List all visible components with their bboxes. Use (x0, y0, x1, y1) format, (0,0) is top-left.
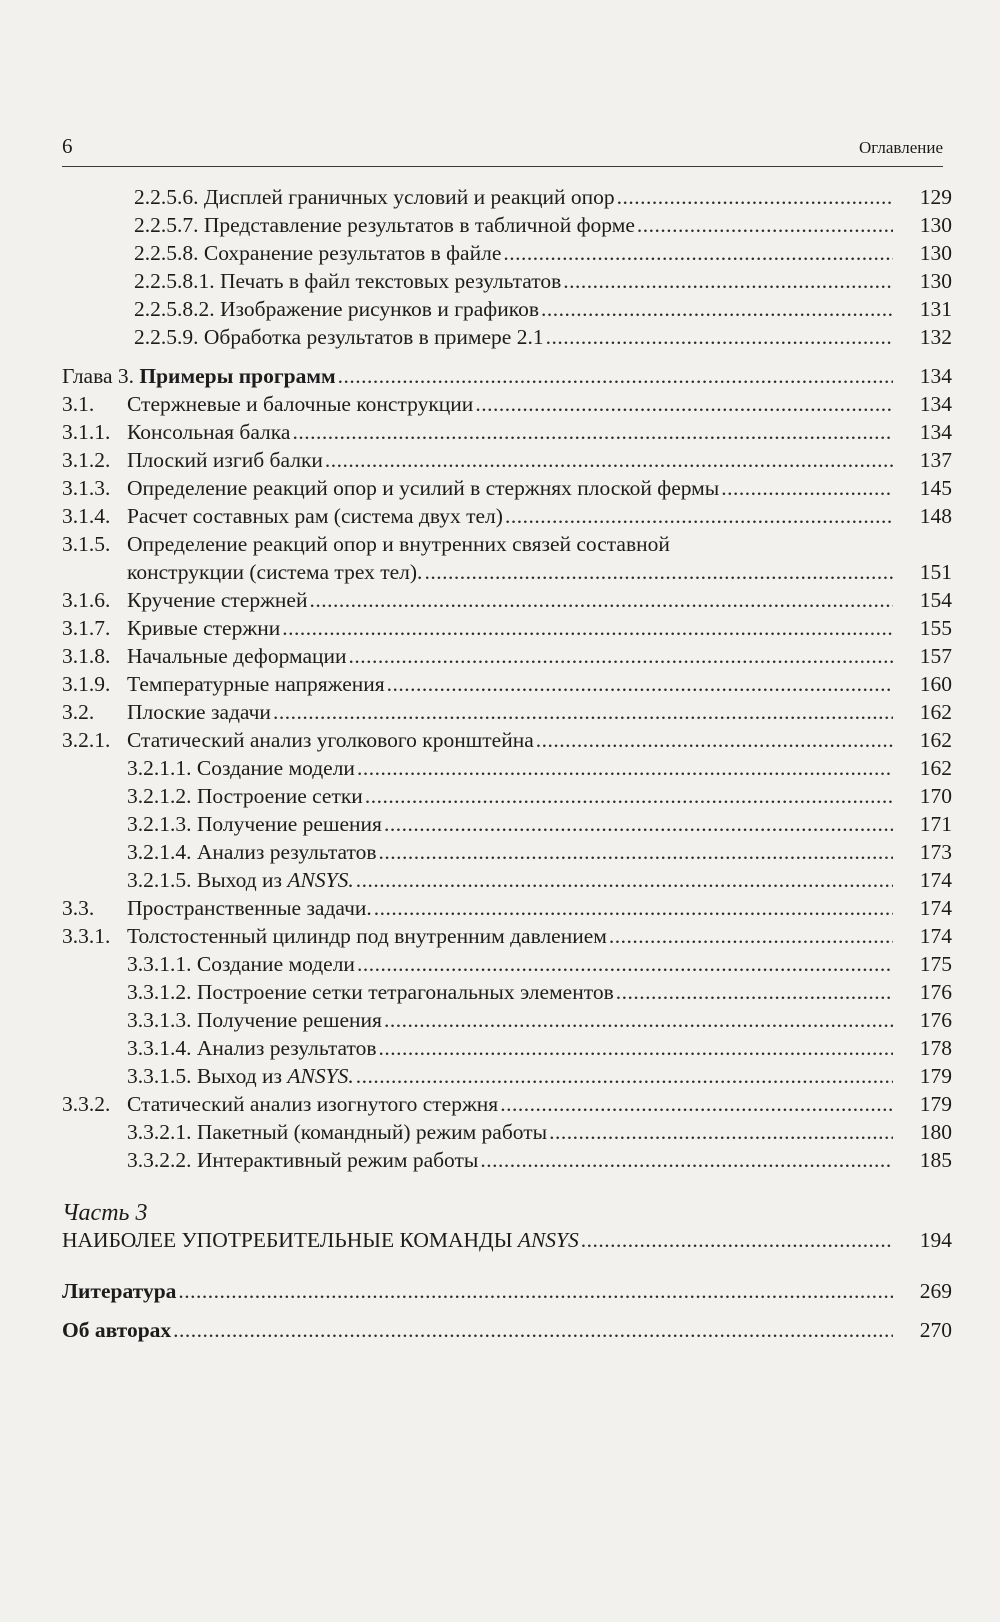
toc-entry[interactable] (62, 1118, 952, 1147)
toc-entry-title: ANSYS. (287, 1064, 354, 1088)
leader-dots (325, 446, 893, 475)
toc-entry-page: 155 (919, 616, 952, 640)
toc-entry-page: 134 (919, 364, 952, 388)
page-number: 6 (62, 134, 73, 158)
toc-entry-page: 178 (919, 1036, 952, 1060)
leader-dots (424, 558, 893, 587)
leader-dots (505, 502, 893, 531)
toc-entry-page: 131 (919, 297, 952, 321)
toc-entry-page: 130 (919, 269, 952, 293)
toc-entry[interactable] (62, 586, 952, 615)
toc-entry-title: Определение реакций опор и внутренних связей составной (127, 532, 670, 556)
leader-dots (387, 670, 893, 699)
toc-entry[interactable] (62, 418, 952, 447)
toc-entry-title: 3.3.1.2. Построение сетки тетрагональных элементов (127, 980, 614, 1004)
part-3-title: НАИБОЛЕЕ УПОТРЕБИТЕЛЬНЫЕ КОМАНДЫ (62, 1228, 518, 1252)
toc-entry[interactable] (62, 698, 952, 727)
toc-entry-number: 3.3.1. (62, 924, 111, 948)
running-title: Оглавление (859, 138, 943, 157)
toc-entry-title: 2.2.5.6. Дисплей граничных условий и реакций опор (134, 185, 615, 209)
chapter-prefix: Глава 3. (62, 364, 140, 388)
leader-dots (637, 211, 893, 240)
toc-entry[interactable] (62, 295, 952, 324)
toc-entry-page: 179 (919, 1064, 952, 1088)
toc-entry-title: 3.2.1.1. Создание модели (127, 756, 355, 780)
leader-dots (356, 866, 893, 895)
toc-entry[interactable] (62, 978, 952, 1007)
toc-entry-number: 3.1.7. (62, 616, 111, 640)
toc-entry-page: 130 (919, 213, 952, 237)
toc-entry-page: 154 (919, 588, 952, 612)
leader-dots (357, 950, 893, 979)
toc-part-3[interactable] (62, 1226, 952, 1255)
toc-entry-title: 3.3.1.3. Получение решения (127, 1008, 382, 1032)
toc-entry-page: 174 (919, 868, 952, 892)
toc-entry-continuation[interactable] (62, 558, 952, 587)
leader-dots (178, 1277, 893, 1306)
toc-entry-title: Статический анализ уголкового кронштейна (127, 728, 534, 752)
toc-entry-title: Плоский изгиб балки (127, 448, 323, 472)
toc-entry[interactable] (62, 838, 952, 867)
part-3-label: Часть 3 (62, 1200, 148, 1226)
toc-entry-title: 2.2.5.8. Сохранение результатов в файле (134, 241, 502, 265)
toc-entry-page: 137 (919, 448, 952, 472)
toc-entry[interactable] (62, 474, 952, 503)
toc-entry-page: 185 (919, 1148, 952, 1172)
toc-entry-number: 3.1.5. (62, 532, 111, 556)
running-header (62, 130, 943, 167)
toc-entry-page: 173 (919, 840, 952, 864)
toc-entry[interactable] (62, 323, 952, 352)
toc-entry-page: 176 (919, 1008, 952, 1032)
toc-entry[interactable] (62, 922, 952, 951)
toc-entry-page: 162 (919, 756, 952, 780)
toc-entry-title: Определение реакций опор и усилий в стержнях плоской фермы (127, 476, 720, 500)
toc-entry[interactable] (62, 810, 952, 839)
toc-entry[interactable] (62, 642, 952, 671)
toc-entry-title: 3.3.1.1. Создание модели (127, 952, 355, 976)
leader-dots (282, 614, 893, 643)
toc-entry-title: Расчет составных рам (система двух тел) (127, 504, 503, 528)
toc-entry[interactable] (62, 782, 952, 811)
toc-entry-title: 3.2.1.4. Анализ результатов (127, 840, 377, 864)
toc-entry-page: 194 (919, 1228, 952, 1252)
toc-entry-title: ANSYS. (287, 868, 354, 892)
toc-entry-title: Кривые стержни (127, 616, 281, 640)
leader-dots (536, 726, 893, 755)
leader-dots (379, 838, 893, 867)
toc-entry-title: Начальные деформации (127, 644, 347, 668)
leader-dots (365, 782, 893, 811)
leader-dots (379, 1034, 893, 1063)
toc-entry[interactable] (62, 1146, 952, 1175)
toc-entry-title: 2.2.5.9. Обработка результатов в примере 2.1 (134, 325, 544, 349)
toc-entry[interactable] (62, 446, 952, 475)
toc-entry-title: 2.2.5.8.2. Изображение рисунков и графиков (134, 297, 540, 321)
toc-entry[interactable] (62, 1090, 952, 1119)
toc-entry-title: 3.3.2.1. Пакетный (командный) режим работы (127, 1120, 548, 1144)
toc-chapter-3[interactable] (62, 362, 952, 391)
toc-entry-page: 160 (919, 672, 952, 696)
toc-entry[interactable] (62, 1034, 952, 1063)
toc-entry-title: Толстостенный цилиндр под внутренним давлением (127, 924, 607, 948)
leader-dots (349, 642, 893, 671)
toc-entry-number: 3.2. (62, 700, 95, 724)
toc-entry-title: Плоские задачи (127, 700, 271, 724)
toc-entry-title: 3.3.1.4. Анализ результатов (127, 1036, 377, 1060)
toc-entry[interactable] (62, 1006, 952, 1035)
toc-entry-page: 148 (919, 504, 952, 528)
leader-dots (616, 978, 893, 1007)
toc-entry[interactable] (62, 614, 952, 643)
leader-dots (563, 267, 893, 296)
toc-entry-page: 270 (919, 1318, 952, 1342)
leader-dots (292, 418, 893, 447)
toc-entry-page: 129 (919, 185, 952, 209)
toc-entry-title: Стержневые и балочные конструкции (127, 392, 474, 416)
leader-dots (721, 474, 893, 503)
leader-dots (384, 810, 893, 839)
leader-dots (384, 1006, 893, 1035)
toc-entry-page: 151 (919, 560, 952, 584)
toc-entry-page: 180 (919, 1120, 952, 1144)
toc-entry-page: 132 (919, 325, 952, 349)
toc-entry-number: 3.1.1. (62, 420, 111, 444)
toc-entry-title: 3.2.1.2. Построение сетки (127, 784, 363, 808)
toc-entry-page: 162 (919, 700, 952, 724)
leader-dots (374, 894, 893, 923)
toc-entry-page: 175 (919, 952, 952, 976)
toc-entry-page: 162 (919, 728, 952, 752)
toc-entry-title: Статический анализ изогнутого стержня (127, 1092, 499, 1116)
toc-entry-number: 3.1.8. (62, 644, 111, 668)
toc-entry[interactable] (62, 726, 952, 755)
toc-literature[interactable] (62, 1277, 952, 1306)
toc-entry-page: 130 (919, 241, 952, 265)
toc-entry-page: 170 (919, 784, 952, 808)
leader-dots (581, 1226, 893, 1255)
toc-authors[interactable] (62, 1316, 952, 1345)
leader-dots (357, 754, 893, 783)
toc-entry[interactable] (62, 390, 952, 419)
toc-entry-title: Температурные напряжения (127, 672, 385, 696)
part-3-title-italic: ANSYS (517, 1228, 579, 1252)
toc-entry-number: 3.2.1. (62, 728, 111, 752)
toc-entry-title: 3.2.1.3. Получение решения (127, 812, 382, 836)
leader-dots (549, 1118, 893, 1147)
authors-title: Об авторах (62, 1318, 172, 1342)
toc-entry-number: 3.3. (62, 896, 95, 920)
toc-entry[interactable] (62, 530, 952, 559)
toc-entry-title: Консольная балка (127, 420, 291, 444)
toc-entry-prefix: 3.2.1.5. Выход из (127, 868, 288, 892)
leader-dots (503, 239, 893, 268)
leader-dots (338, 362, 893, 391)
toc-entry-page: 174 (919, 896, 952, 920)
leader-dots (546, 323, 893, 352)
leader-dots (475, 390, 893, 419)
toc-entry-title: 3.3.2.2. Интерактивный режим работы (127, 1148, 479, 1172)
leader-dots (609, 922, 893, 951)
leader-dots (500, 1090, 893, 1119)
toc-entry-page: 269 (919, 1279, 952, 1303)
toc-entry-title: 2.2.5.8.1. Печать в файл текстовых результатов (134, 269, 562, 293)
toc-entry-page: 145 (919, 476, 952, 500)
toc-entry-number: 3.3.2. (62, 1092, 111, 1116)
toc-entry-title: Пространственные задачи. (127, 896, 372, 920)
toc-entry-number: 3.1.4. (62, 504, 111, 528)
toc-entry[interactable] (62, 950, 952, 979)
toc-entry-number: 3.1.2. (62, 448, 111, 472)
toc-entry-title: Кручение стержней (127, 588, 308, 612)
toc-entry[interactable] (62, 894, 952, 923)
toc-entry-number: 3.1.3. (62, 476, 111, 500)
leader-dots (617, 183, 893, 212)
toc-entry-page: 179 (919, 1092, 952, 1116)
toc-entry-page: 174 (919, 924, 952, 948)
toc-entry[interactable] (62, 754, 952, 783)
toc-entry-title: 2.2.5.7. Представление результатов в табличной форме (134, 213, 635, 237)
leader-dots (309, 586, 893, 615)
toc-entry[interactable] (62, 183, 952, 212)
toc-entry-page: 134 (919, 420, 952, 444)
toc-entry[interactable] (62, 670, 952, 699)
toc-entry-number: 3.1. (62, 392, 95, 416)
toc-entry-prefix: 3.3.1.5. Выход из (127, 1064, 288, 1088)
toc-entry-page: 176 (919, 980, 952, 1004)
toc-entry[interactable] (62, 211, 952, 240)
leader-dots (273, 698, 893, 727)
toc-entry[interactable] (62, 1062, 952, 1091)
toc-entry-page: 171 (919, 812, 952, 836)
leader-dots (356, 1062, 893, 1091)
chapter-title: Примеры программ (139, 364, 336, 388)
toc-entry-title: конструкции (система трех тел). (127, 560, 423, 584)
leader-dots (480, 1146, 893, 1175)
leader-dots (173, 1316, 893, 1345)
toc-entry[interactable] (62, 502, 952, 531)
literature-title: Литература (62, 1279, 177, 1303)
leader-dots (541, 295, 893, 324)
toc-entry-number: 3.1.6. (62, 588, 111, 612)
toc-entry[interactable] (62, 239, 952, 268)
toc-entry-number: 3.1.9. (62, 672, 111, 696)
toc-entry-page: 134 (919, 392, 952, 416)
toc-entry-page: 157 (919, 644, 952, 668)
toc-entry[interactable] (62, 267, 952, 296)
toc-entry[interactable] (62, 866, 952, 895)
